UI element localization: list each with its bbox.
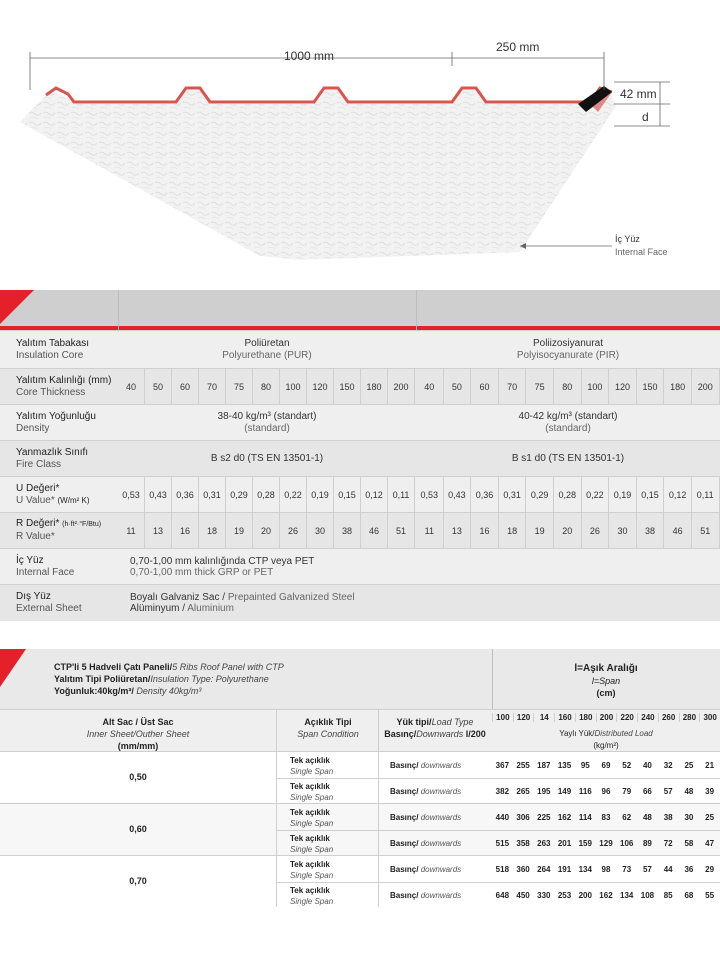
load-value: 89: [642, 839, 652, 848]
load-value: 68: [684, 891, 694, 900]
load-column-headers: [0, 709, 720, 751]
table-cell: 120: [609, 369, 637, 404]
table-cell: 0,11: [388, 477, 415, 512]
load-value: 225: [537, 813, 551, 822]
span-condition: Tek açıklık Single Span: [290, 860, 334, 880]
pur-fire-class: B s2 d0 (TS EN 13501-1): [210, 452, 324, 464]
load-value: 57: [642, 865, 652, 874]
row-fire-class: [0, 440, 720, 476]
table-cell: 200: [388, 369, 415, 404]
load-value: 39: [705, 787, 715, 796]
load-value: 358: [516, 839, 530, 848]
row-label-en: Internal Face: [16, 566, 75, 578]
table-cell: 11: [118, 513, 145, 548]
load-value: 360: [516, 865, 530, 874]
load-type: Basınç/ downwards: [390, 787, 462, 796]
load-value: 134: [620, 891, 634, 900]
span-column-header: 160: [554, 713, 575, 722]
table-cell: 0,12: [664, 477, 692, 512]
table-cell: 200: [692, 369, 720, 404]
table-cell: 180: [361, 369, 388, 404]
table-cell: 13: [444, 513, 472, 548]
load-value: 134: [578, 865, 592, 874]
row-insulation-core: [0, 330, 720, 368]
spec-table-header: [0, 290, 720, 330]
table-cell: 0,53: [118, 477, 145, 512]
table-cell: 80: [554, 369, 582, 404]
row-label-tr: R Değeri* (h·ft²·°F/Btu): [16, 518, 102, 529]
table-cell: 80: [253, 369, 280, 404]
table-cell: 0,19: [609, 477, 637, 512]
load-value: 129: [599, 839, 613, 848]
load-value: 382: [495, 787, 510, 796]
row-label-en: Insulation Core: [16, 349, 84, 361]
table-cell: 11: [416, 513, 444, 548]
span-unit: (cm): [596, 688, 616, 698]
load-value: 200: [578, 891, 592, 900]
row-u-value: [0, 476, 720, 512]
table-cell: 0,31: [499, 477, 527, 512]
row-label-en: Fire Class: [16, 458, 62, 470]
load-value: 30: [684, 813, 694, 822]
external-sheet-steel: Boyalı Galvaniz Sac / Prepainted Galvanized Steel: [130, 592, 355, 603]
load-value: 48: [684, 787, 694, 796]
distributed-load-label: Yaylı Yük/Distributed Load (kg/m²): [559, 729, 653, 750]
load-value: 48: [642, 813, 652, 822]
table-cell: 40: [118, 369, 145, 404]
span-column-header: 100: [492, 713, 513, 722]
table-cell: 75: [226, 369, 253, 404]
table-cell: 0,15: [637, 477, 665, 512]
span-condition: Tek açıklık Single Span: [290, 782, 334, 802]
load-value: 29: [705, 865, 715, 874]
load-value: 159: [578, 839, 592, 848]
col-sheet-tr: Alt Sac / Üst Sac: [102, 717, 174, 727]
table-cell: 0,53: [416, 477, 444, 512]
row-label-tr: Dış Yüz: [16, 591, 51, 602]
table-cell: 0,11: [692, 477, 720, 512]
load-value: 135: [557, 761, 572, 770]
row-label-tr: İç Yüz: [16, 554, 44, 566]
table-cell: 46: [361, 513, 388, 548]
table-cell: 70: [199, 369, 226, 404]
load-value: 58: [684, 839, 694, 848]
table-cell: 30: [609, 513, 637, 548]
row-r-value: [0, 512, 720, 548]
table-cell: 46: [664, 513, 692, 548]
load-value: 72: [663, 839, 673, 848]
load-value: 96: [601, 787, 611, 796]
col-load-downwards: Basınç/Downwards l/200: [384, 729, 486, 739]
pur-name-en: Polyurethane (PUR): [222, 349, 312, 361]
load-value: 69: [601, 761, 611, 770]
load-group: [0, 855, 720, 907]
col-span-tr: Açıklık Tipi: [304, 717, 352, 727]
load-value: 85: [663, 891, 673, 900]
load-value: 255: [516, 761, 530, 770]
load-value: 66: [642, 787, 652, 796]
row-label-tr: Yalıtım Yoğunluğu: [16, 410, 96, 422]
load-value: 440: [495, 813, 510, 822]
load-value: 306: [516, 813, 530, 822]
pur-u-cells: [118, 477, 415, 512]
load-value: 32: [663, 761, 673, 770]
row-external-sheet: [0, 584, 720, 621]
pir-name-en: Polyisocyanurate (PIR): [516, 349, 620, 361]
load-value: 162: [557, 813, 572, 822]
pir-name-tr: Poliizosiyanurat: [532, 337, 604, 349]
table-cell: 70: [499, 369, 527, 404]
load-value: 21: [705, 761, 715, 770]
pir-u-cells: [416, 477, 720, 512]
rib-height-label: 42 mm: [620, 87, 657, 101]
load-value: 55: [705, 891, 715, 900]
load-value: 98: [601, 865, 611, 874]
load-value: 515: [495, 839, 510, 848]
load-value: 38: [663, 813, 673, 822]
row-core-thickness: [0, 368, 720, 404]
load-value: 73: [622, 865, 632, 874]
row-density: [0, 404, 720, 440]
load-value: 162: [599, 891, 613, 900]
load-value: 367: [495, 761, 510, 770]
load-value: 450: [516, 891, 530, 900]
table-cell: 0,31: [199, 477, 226, 512]
span-column-header: 240: [637, 713, 658, 722]
table-cell: 0,36: [471, 477, 499, 512]
load-value: 114: [578, 813, 592, 822]
load-group: [0, 803, 720, 855]
col-sheet-en: Inner Sheet/Outher Sheet: [86, 729, 190, 739]
table-cell: 0,43: [444, 477, 472, 512]
pir-thickness-cells: [416, 369, 720, 404]
load-value: 518: [495, 865, 510, 874]
span-column-header: 200: [596, 713, 617, 722]
table-cell: 0,28: [253, 477, 280, 512]
row-label-tr: Yalıtım Kalınlığı (mm): [16, 374, 112, 386]
load-value: 187: [537, 761, 551, 770]
table-cell: 60: [172, 369, 199, 404]
load-type: Basınç/ downwards: [390, 813, 462, 822]
table-cell: 100: [582, 369, 610, 404]
load-table: [0, 649, 720, 907]
panel-cross-section-drawing: [0, 0, 720, 280]
sheet-thickness: 0,60: [129, 824, 147, 834]
table-cell: 0,43: [145, 477, 172, 512]
load-value: 264: [537, 865, 551, 874]
load-value: 195: [537, 787, 551, 796]
load-value: 191: [557, 865, 572, 874]
internal-face-value-tr: 0,70-1,00 mm kalınlığında CTP veya PET: [130, 555, 315, 567]
load-value: 95: [580, 761, 590, 770]
row-label-en: Core Thickness: [16, 386, 86, 398]
table-cell: 0,22: [280, 477, 307, 512]
row-label-en: R Value*: [16, 531, 55, 542]
span-condition: Tek açıklık Single Span: [290, 756, 334, 776]
table-cell: 38: [637, 513, 665, 548]
red-corner-accent: [0, 649, 26, 687]
row-label-en: External Sheet: [16, 603, 82, 614]
load-value: 25: [684, 761, 694, 770]
table-cell: 19: [226, 513, 253, 548]
pir-fire-class: B s1 d0 (TS EN 13501-1): [511, 452, 625, 464]
pur-thickness-cells: [118, 369, 415, 404]
load-value: 106: [620, 839, 634, 848]
load-value: 79: [622, 787, 632, 796]
table-cell: 150: [637, 369, 665, 404]
span-column-header: 300: [699, 713, 720, 722]
load-value: 116: [578, 787, 592, 796]
load-value: 265: [516, 787, 530, 796]
col-load-type: Yük tipi/Load Type: [396, 717, 474, 727]
internal-face-value-en: 0,70-1,00 mm thick GRP or PET: [130, 566, 274, 578]
table-cell: 0,19: [307, 477, 334, 512]
specification-table: [0, 290, 720, 621]
load-value: 263: [537, 839, 551, 848]
table-cell: 50: [145, 369, 172, 404]
col-span-en: Span Condition: [297, 729, 359, 739]
load-group: [0, 751, 720, 803]
table-cell: 0,29: [526, 477, 554, 512]
row-label-tr: U Değeri*: [16, 482, 60, 494]
red-corner-accent: [0, 290, 34, 324]
load-value: 52: [622, 761, 632, 770]
sheet-thickness: 0,70: [129, 876, 147, 886]
load-title: CTP'li 5 Hadveli Çatı Paneli/5 Ribs Roof Panel with CTP: [54, 662, 284, 672]
table-cell: 0,29: [226, 477, 253, 512]
row-internal-face: [0, 548, 720, 584]
table-cell: 26: [280, 513, 307, 548]
load-type: Basınç/ downwards: [390, 839, 462, 848]
span-column-header: 280: [679, 713, 700, 722]
thickness-label: d: [642, 110, 649, 124]
table-cell: 30: [307, 513, 334, 548]
load-value: 648: [495, 891, 510, 900]
sheet-thickness: 0,50: [129, 772, 147, 782]
panel-section-svg: [0, 0, 720, 280]
load-value: 47: [705, 839, 715, 848]
span-sub: l=Span: [591, 676, 621, 686]
table-cell: 51: [692, 513, 720, 548]
span-condition: Tek açıklık Single Span: [290, 886, 334, 906]
load-value: 44: [663, 865, 673, 874]
rib-pitch-label: 250 mm: [496, 40, 540, 54]
table-cell: 20: [253, 513, 280, 548]
span-column-header: 220: [616, 713, 637, 722]
table-cell: 50: [444, 369, 472, 404]
span-title: l=Aşık Aralığı: [574, 663, 638, 674]
table-cell: 150: [334, 369, 361, 404]
load-value: 201: [557, 839, 572, 848]
pur-r-cells: [118, 513, 415, 548]
load-value: 253: [557, 891, 572, 900]
table-cell: 0,22: [582, 477, 610, 512]
pur-name-tr: Poliüretan: [244, 337, 290, 349]
internal-face-tr: İç Yüz: [615, 234, 640, 244]
load-value: 108: [640, 891, 655, 900]
load-insulation: Yalıtım Tipi Poliüretan/Insulation Type: Polyurethane: [54, 674, 269, 684]
span-condition: Tek açıklık Single Span: [290, 808, 334, 828]
panel-width-label: 1000 mm: [284, 49, 335, 63]
pir-density-sub: (standard): [545, 422, 591, 434]
load-value: 36: [684, 865, 694, 874]
pur-density-sub: (standard): [244, 422, 290, 434]
load-value: 83: [601, 813, 611, 822]
load-value: 330: [537, 891, 551, 900]
load-type: Basınç/ downwards: [390, 891, 462, 900]
row-label-tr: Yanmazlık Sınıfı: [16, 446, 89, 458]
table-cell: 40: [416, 369, 444, 404]
pur-density: 38-40 kg/m³ (standart): [217, 410, 317, 422]
table-cell: 20: [554, 513, 582, 548]
table-cell: 180: [664, 369, 692, 404]
span-condition: Tek açıklık Single Span: [290, 834, 334, 854]
load-type: Basınç/ downwards: [390, 761, 462, 770]
pir-density: 40-42 kg/m³ (standart): [518, 410, 618, 422]
table-cell: 0,28: [554, 477, 582, 512]
table-cell: 26: [582, 513, 610, 548]
table-cell: 18: [499, 513, 527, 548]
table-cell: 16: [172, 513, 199, 548]
table-cell: 120: [307, 369, 334, 404]
table-cell: 51: [388, 513, 415, 548]
row-label-tr: Yalıtım Tabakası: [16, 337, 89, 349]
load-value: 57: [663, 787, 673, 796]
pir-r-cells: [416, 513, 720, 548]
load-value: 40: [642, 761, 652, 770]
load-value: 62: [622, 813, 632, 822]
table-cell: 0,12: [361, 477, 388, 512]
table-cell: 38: [334, 513, 361, 548]
table-cell: 100: [280, 369, 307, 404]
row-label-en: U Value* (W/m² K): [16, 494, 90, 506]
table-cell: 0,36: [172, 477, 199, 512]
span-column-header: 180: [575, 713, 596, 722]
span-column-header: 120: [513, 713, 534, 722]
row-label-en: Density: [16, 422, 50, 434]
load-type: Basınç/ downwards: [390, 865, 462, 874]
table-cell: 75: [526, 369, 554, 404]
span-column-header: 14: [533, 713, 554, 722]
span-column-header: 260: [658, 713, 679, 722]
table-cell: 13: [145, 513, 172, 548]
external-sheet-aluminium: Alüminyum / Aluminium: [130, 603, 234, 614]
col-sheet-unit: (mm/mm): [117, 741, 159, 751]
load-value: 25: [705, 813, 715, 822]
table-cell: 60: [471, 369, 499, 404]
load-value: 149: [557, 787, 572, 796]
internal-face-en: Internal Face: [615, 247, 668, 257]
load-density: Yoğunluk:40kg/m³/ Density 40kg/m³: [54, 686, 202, 696]
table-cell: 18: [199, 513, 226, 548]
table-cell: 19: [526, 513, 554, 548]
table-cell: 0,15: [334, 477, 361, 512]
table-cell: 16: [471, 513, 499, 548]
